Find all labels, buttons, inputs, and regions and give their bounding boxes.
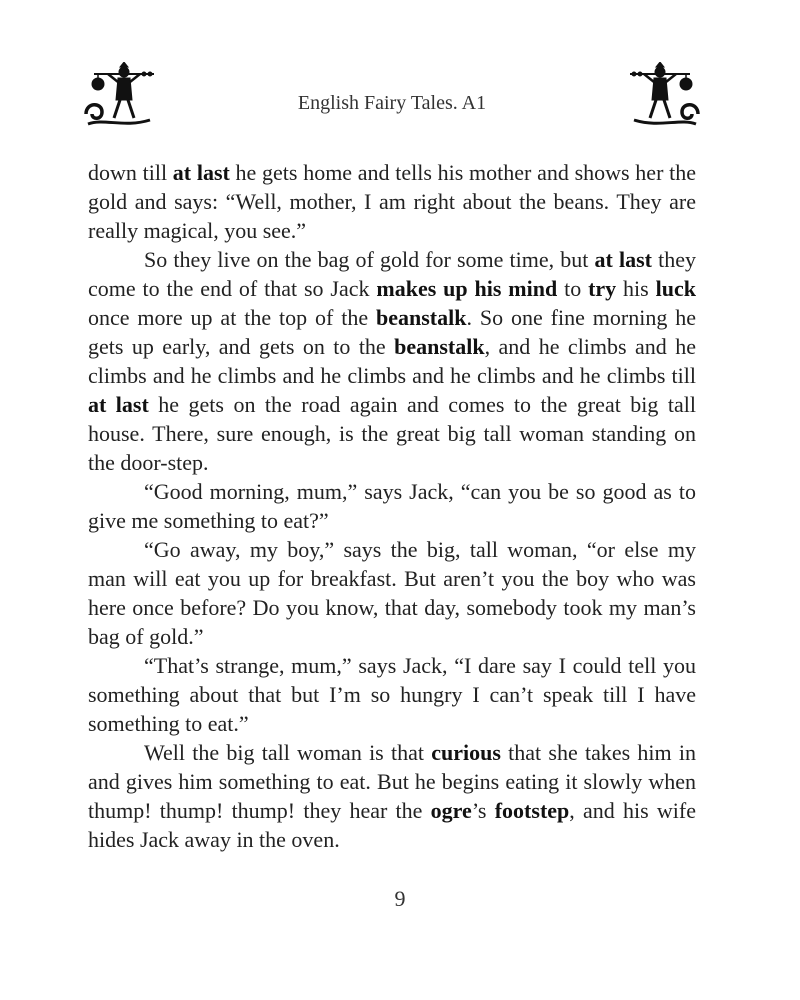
text-run: once more up at the top of the: [88, 305, 376, 330]
paragraph: [88, 651, 696, 738]
bold-phrase: beanstalk: [375, 305, 467, 330]
paragraph: [88, 158, 696, 245]
bold-phrase: at last: [172, 160, 230, 185]
text-run: , and his wife hides Jack away in the oven.: [88, 798, 697, 852]
bold-phrase: makes up his mind: [376, 276, 558, 301]
text-run: “Go away, my boy,” says the big, tall woman, “or else my man will eat you up for breakfast. But aren’t you the boy who was here once before? Do you know, that day, somebody took my man’s bag of gold.”: [88, 537, 696, 649]
bold-phrase: curious: [431, 740, 501, 765]
paragraph: [88, 245, 696, 477]
text-run: his: [616, 276, 656, 301]
bold-phrase: at last: [594, 247, 652, 272]
text-run: “Good morning, mum,” says Jack, “can you be so good as to give me something to eat?”: [88, 479, 696, 533]
page-number: 9: [394, 886, 406, 911]
text-run: to: [557, 276, 589, 301]
bold-phrase: beanstalk: [394, 334, 485, 359]
text-run: . So one fine morning he gets up early, and gets on to the: [88, 305, 696, 359]
text-run: , and he climbs and he climbs and he climbs and he climbs and he climbs and he climbs till: [88, 334, 696, 388]
text-run: down till: [88, 160, 173, 185]
text-run: he gets on the road again and comes to the great big tall house. There, sure enough, is the great big tall woman standing on the door-step.: [88, 392, 697, 475]
text-run: ’s: [471, 798, 495, 823]
text-run: that she takes him in and gives him something to eat. But he begins eating it slowly when thump! thump! thump! they hear the: [88, 740, 697, 823]
bold-phrase: luck: [655, 276, 696, 301]
bold-phrase: try: [588, 276, 617, 301]
bold-phrase: at last: [88, 392, 149, 417]
page-header: [84, 62, 700, 132]
text-run: “That’s strange, mum,” says Jack, “I dare say I could tell you something about that but I’m so hungry I can’t speak till I have something to eat.”: [88, 653, 696, 736]
text-run: So they live on the bag of gold for some time, but: [144, 247, 595, 272]
book-title: English Fairy Tales. A1: [297, 92, 487, 114]
paragraph: [88, 738, 696, 854]
jester-emblem-right-icon: [620, 62, 700, 130]
story-text: [88, 158, 696, 854]
text-run: Well the big tall woman is that: [144, 740, 432, 765]
bold-phrase: footstep: [494, 798, 570, 823]
paragraph: [88, 535, 696, 651]
paragraph: [88, 477, 696, 535]
bold-phrase: ogre: [430, 798, 472, 823]
text-run: he gets home and tells his mother and shows her the gold and says: “Well, mother, I am right about the beans. They are really magical, you see.”: [88, 160, 696, 243]
text-run: they come to the end of that so Jack: [88, 247, 696, 301]
